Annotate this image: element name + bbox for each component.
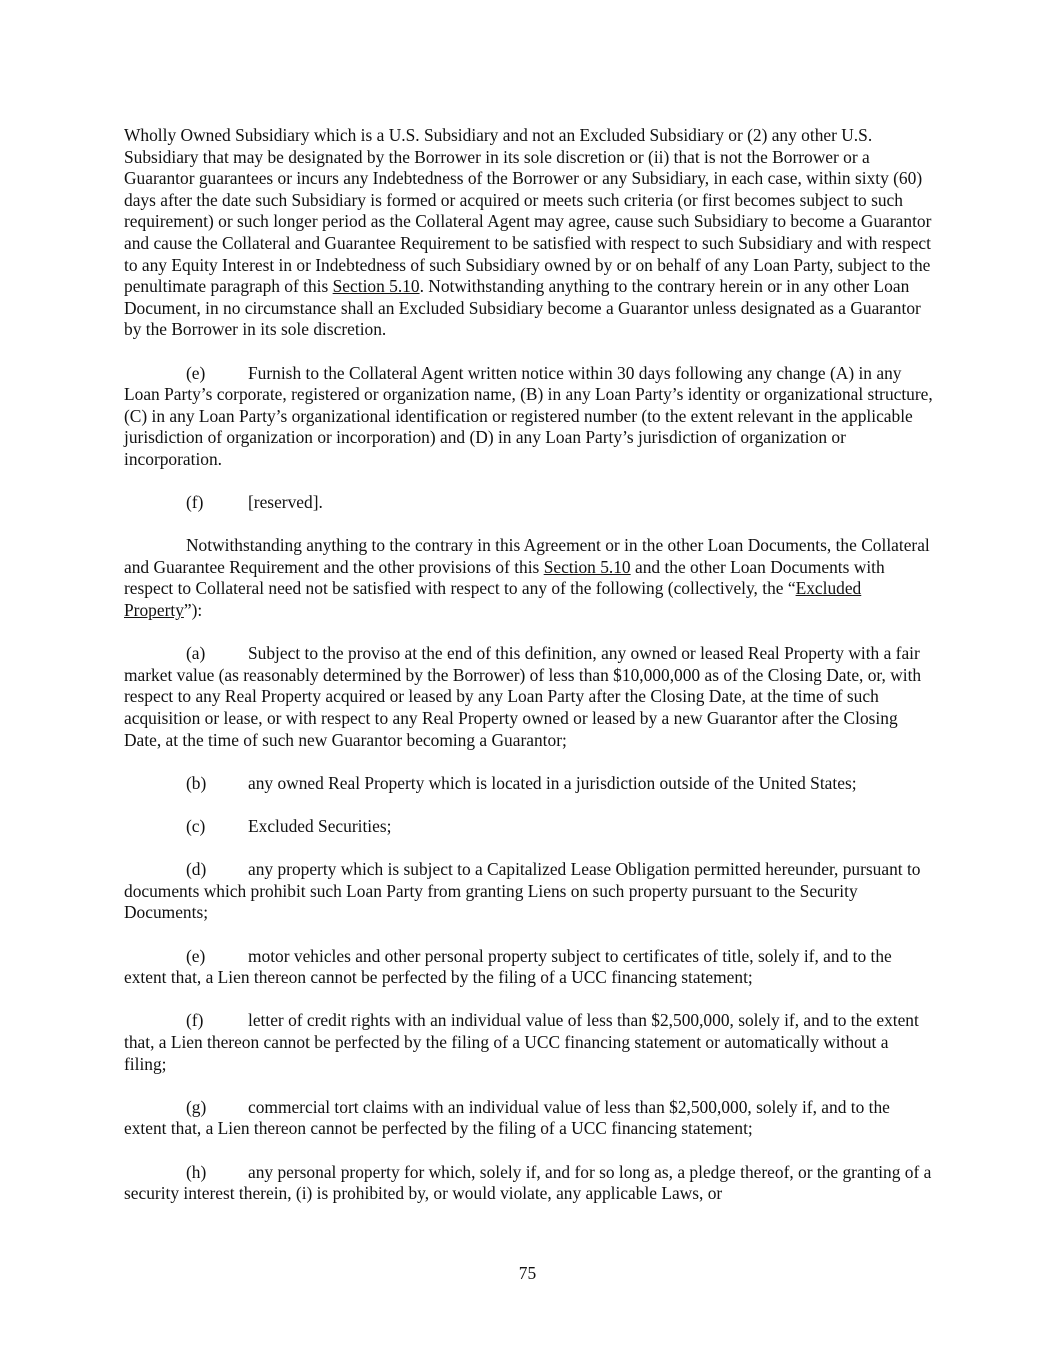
clause-label: (f) [186, 492, 204, 513]
item-label: (b) [186, 772, 207, 793]
section-reference-link: Section 5.10 [332, 276, 420, 297]
item-label: (g) [186, 1096, 207, 1117]
excluded-item: (c) Excluded Securities; [186, 816, 392, 836]
excluded-item: (a) Subject to the proviso at the end of this definition, any owned or leased Real Property with a fair market value (as reasonably determined by the Borrower) of less than $10,000,000 as of the Closing Date, or, with respect to any Real Property acquired or leased by any Loan Party after the Closing Date, at the time of such acquisition or lease, or with respect to any Real Property owned or leased by a new Guarantor after the Closing Date, at the time of such new Guarantor becoming a Guarantor; [124, 643, 922, 750]
excluded-item: (g) commercial tort claims with an individual value of less than $2,500,000, solely if, and to the extent that, a Lien thereon cannot be perfected by the filing of a UCC financing statement; [124, 1096, 890, 1139]
item-label: (c) [186, 816, 206, 836]
section-reference-link: Section 5.10 [543, 556, 631, 577]
item-label: (f) [186, 1010, 204, 1031]
clause-e-paragraph: (e) Furnish to the Collateral Agent written notice within 30 days following any change (A) in any Loan Party’s corporate, registered or organization name, (B) in any Loan Party’s identity or organizational structure, (C) in any Loan Party’s organizational identification or registered number (to the extent relevant in the applicable jurisdiction of organization or incorporation) and (D) in any Loan Party’s jurisdiction of organization or incorporation. [124, 362, 933, 469]
item-label: (e) [186, 945, 206, 966]
continuation-paragraph: Wholly Owned Subsidiary which is a U.S. Subsidiary and not an Excluded Subsidiary or (2) any other U.S. Subsidiary that may be designated by the Borrower in its sole discretion or (ii) that is not the Borrower or a Guarantor guarantees or incurs any Indebtedness of the Borrower or any Subsidiary, in each case, within sixty (60) days after the date such Subsidiary is formed or acquired or meets such criteria (or first becomes subject to such requirement) or such longer period as the Collateral Agent may agree, cause such Subsidiary to become a Guarantor and cause the Collateral and Guarantee Requirement to be satisfied with respect to such Subsidiary and with respect to any Equity Interest in or Indebtedness of such Subsidiary owned by or on behalf of any Loan Party, subject to the penultimate paragraph of this Section 5.10. Notwithstanding anything to the contrary herein or in any other Loan Document, in no circumstance shall an Excluded Subsidiary become a Guarantor unless designated as a Guarantor by the Borrower in its sole discretion. [124, 125, 932, 340]
excluded-item: (h) any personal property for which, solely if, and for so long as, a pledge thereof, or the granting of a security interest therein, (i) is prohibited by, or would violate, any applicable Laws, or [124, 1161, 932, 1204]
defined-term: Excluded Property [124, 578, 862, 621]
item-label: (d) [186, 859, 207, 880]
excluded-item: (e) motor vehicles and other personal property subject to certificates of title, solely if, and to the extent that, a Lien thereon cannot be perfected by the filing of a UCC financing statement; [124, 945, 892, 988]
clause-label: (e) [186, 362, 206, 383]
excluded-item: (b) any owned Real Property which is located in a jurisdiction outside of the United States; [186, 772, 857, 793]
item-label: (a) [186, 643, 206, 664]
item-label: (h) [186, 1161, 207, 1182]
excluded-item: (d) any property which is subject to a Capitalized Lease Obligation permitted hereunder, pursuant to documents which prohibit such Loan Party from granting Liens on such property pursuant to the Security Documents; [124, 859, 921, 923]
clause-f-paragraph: (f) [reserved]. [186, 492, 323, 513]
excluded-item: (f) letter of credit rights with an individual value of less than $2,500,000, solely if, and to the extent that, a Lien thereon cannot be perfected by the filing of a UCC financing statement or automatically without a filing; [124, 1010, 919, 1074]
notwithstanding-paragraph: Notwithstanding anything to the contrary in this Agreement or in the other Loan Documents, the Collateral and Guarantee Requirement and the other provisions of this Section 5.10 and the other Loan Documents with respect to Collateral need not be satisfied with respect to any of the following (collectively, the “Excluded Property”): [124, 535, 930, 621]
page-number: 75 [518, 1263, 537, 1283]
document-page [124, 125, 934, 1226]
